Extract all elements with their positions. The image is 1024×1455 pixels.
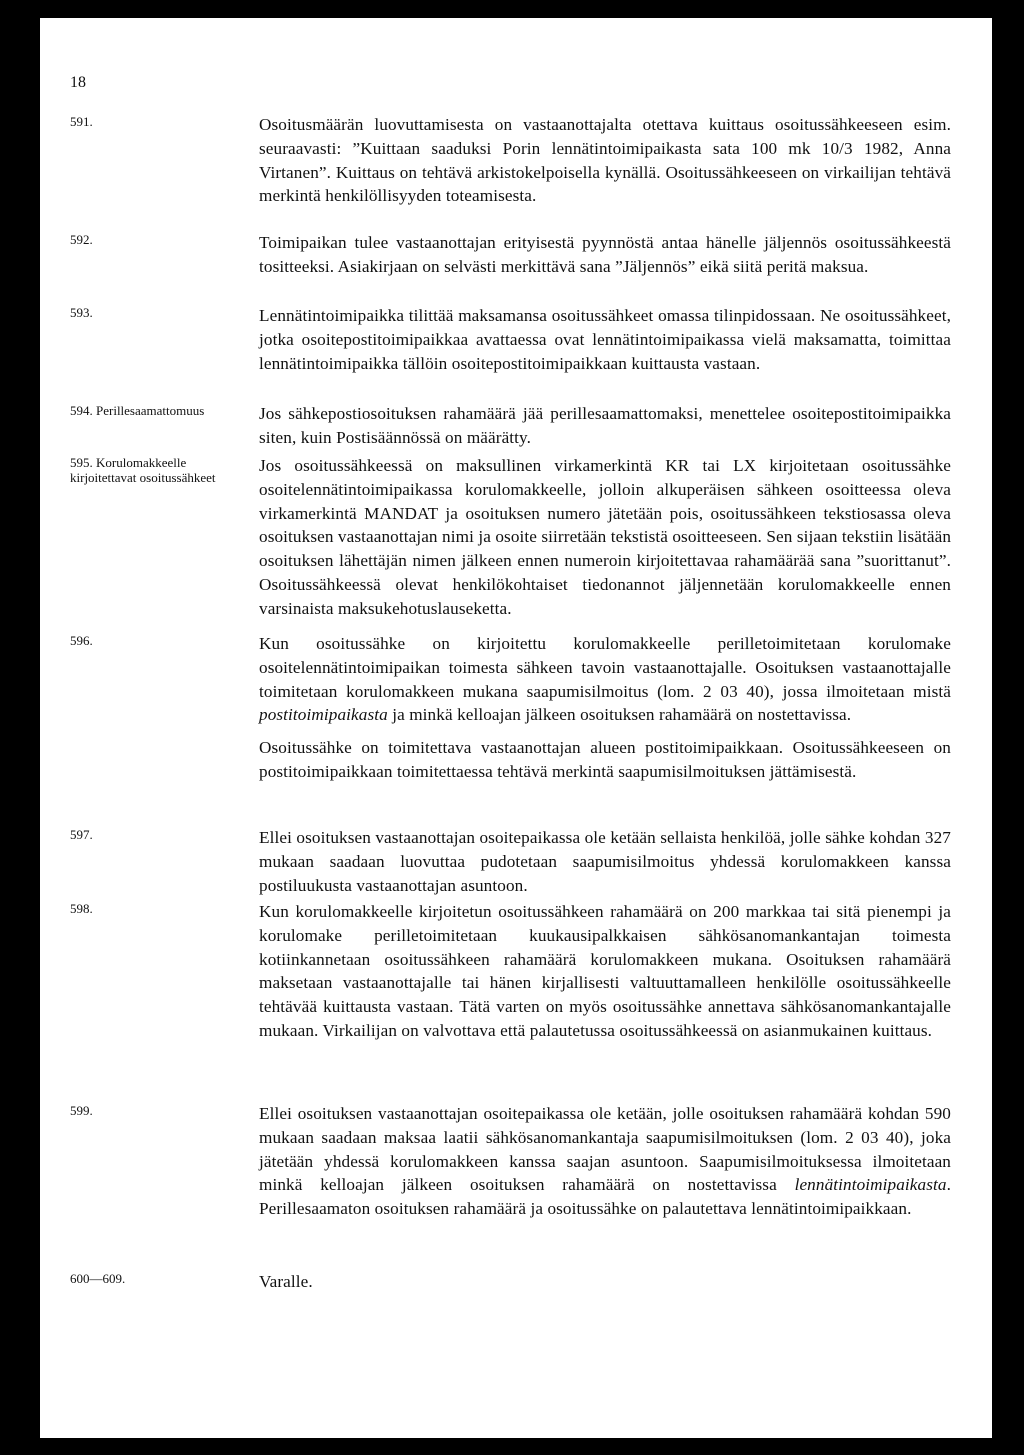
section-text <box>259 454 951 621</box>
paragraph <box>259 1102 951 1221</box>
paragraph: Osoitussähke on toimitettava vastaanottajan alueen postitoimipaikkaan. Osoitussähkeeseen on postitoimipaikkaan toimitettaessa tehtävä merkintä saapumisilmoituksen jättämisestä. <box>259 738 951 781</box>
paragraph <box>259 632 951 727</box>
section-text <box>259 231 951 279</box>
section-number: 594. <box>70 403 93 418</box>
side-heading: Perillesaamattomuus <box>96 403 205 418</box>
paragraph-part: ja minkä kelloajan jälkeen osoituksen rahamäärä on nostettavissa. <box>387 705 852 725</box>
paragraph-part: Ellei osoituksen vastaanottajan osoitepaikassa ole ketään, jolle osoituksen rahamäärä kohdan 590 mukaan saadaan maksaa laatii sähkösanomankantaja saapumisilmoituksen (lom. 2 03 40), joka jätetään yhdessä korulomakkeen kanssa saajan asuntoon. Saapumisilmoituksessa ilmoitetaan minkä kelloajan jälkeen osoituksen rahamäärä on nostettavissa <box>259 1104 951 1195</box>
section-number: 596. <box>70 633 93 648</box>
section-number: 595. <box>70 455 93 470</box>
section-text <box>259 1270 951 1294</box>
section-number: 597. <box>70 827 93 842</box>
page-number: 18 <box>70 74 86 91</box>
paragraph: Jos osoitussähkeessä on maksullinen virkamerkintä KR tai LX kirjoitetaan osoitussähke osoitelennätintoimipaikassa korulomakkeelle, jolloin alkuperäisen sähkeen osoitteessa oleva virkamerkintä MANDAT ja osoituksen numero jätetään pois, osoitussähkeen tekstiosassa oleva osoituksen vastaanottajan nimi ja osoite siirretään tekstistä osoitteeseen. Sen sijaan tekstiin lisätään osoituksen lähettäjän nimen jälkeen ennen numeroin kirjoitettavaa rahamäärää sana ”suorittanut”. Osoitussähkeessä olevat henkilökohtaiset tiedonannot jäljennetään korulomakkeelle ennen varsinaista maksukehotuslauseketta. <box>259 456 952 618</box>
paragraph-part: . Perillesaamaton osoituksen rahamäärä ja osoitussähke on palautettava lennätintoimipaikkaan. <box>259 1175 951 1219</box>
section-number: 591. <box>70 114 93 129</box>
section-text <box>259 900 951 1043</box>
section-text <box>259 304 951 375</box>
section-text <box>259 1102 951 1221</box>
section-number: 600—609. <box>70 1271 126 1286</box>
paragraph: Varalle. <box>259 1272 313 1291</box>
italic-term: postitoimipaikasta <box>259 705 388 725</box>
section-text <box>259 113 951 208</box>
italic-term: lennätintoimipaikasta <box>794 1175 947 1195</box>
paragraph: Osoitusmäärän luovuttamisesta on vastaanottajalta otettava kuittaus osoitussähkeeseen esim. seuraavasti: ”Kuittaan saaduksi Porin lennätintoimipaikasta sata 100 mk 10/3 1982, Anna Virtanen”. Kuittaus on tehtävä arkistokelpoisella kynällä. Osoitussähkeeseen on virkailijan tehtävä merkintä henkilöllisyyden toteamisesta. <box>259 115 951 206</box>
side-heading: Korulomakkeelle kirjoitettavat osoitussähkeet <box>70 455 216 485</box>
section-number: 598. <box>70 901 93 916</box>
section-number: 593. <box>70 305 93 320</box>
paragraph: Kun korulomakkeelle kirjoitetun osoitussähkeen rahamäärä on 200 markkaa tai sitä pienempi ja korulomake perilletoimitetaan kuukausipalkkaisen sähkösanomankantajan toimesta kotiinkannetaan osoitussähkeen rahamäärä korulomakkeen mukana. Osoituksen rahamäärä maksetaan vastaanottajalle tai hänen kirjallisesti valtuuttamalleen henkilölle osoitussähkeelle tehtävää kuittausta vastaan. Tätä varten on myös osoitussähke annettava sähkösanomankantajalle mukaan. Virkailijan on valvottava että palautetussa osoitussähkeessä on asianmukainen kuittaus. <box>259 902 951 1040</box>
section-text <box>259 402 951 450</box>
paragraph: Ellei osoituksen vastaanottajan osoitepaikassa ole ketään sellaista henkilöä, jolle sähke kohdan 327 mukaan saadaan luovuttaa pudotetaan saapumisilmoitus yhdessä korulomakkeen kanssa postiluukusta vastaanottajan asuntoon. <box>259 828 951 895</box>
paragraph: Lennätintoimipaikka tilittää maksamansa osoitussähkeet omassa tilinpidossaan. Ne osoitussähkeet, jotka osoitepostitoimipaikkaa avattaessa ovat lennätintoimipaikassa vielä maksamatta, toimittaa lennätintoimipaikka tällöin osoitepostitoimipaikkaan kuittausta vastaan. <box>259 306 951 373</box>
section-number: 599. <box>70 1103 93 1118</box>
section-text <box>259 826 951 897</box>
document-page <box>40 18 992 1438</box>
section-text <box>259 632 951 784</box>
paragraph: Toimipaikan tulee vastaanottajan erityisestä pyynnöstä antaa hänelle jäljennös osoitussähkeestä tositteeksi. Asiakirjaan on selvästi merkittävä sana ”Jäljennös” eikä siitä peritä maksua. <box>259 233 951 276</box>
section-number: 592. <box>70 232 93 247</box>
paragraph-part: Kun osoitussähke on kirjoitettu korulomakkeelle perilletoimitetaan korulomake osoitelennätintoimipaikan toimesta sähkeen tavoin vastaanottajalle. Osoituksen vastaanottajalle toimitetaan korulomakkeen mukana saapumisilmoitus (lom. 2 03 40), jossa ilmoitetaan mistä <box>259 634 951 701</box>
paragraph: Jos sähkepostiosoituksen rahamäärä jää perillesaamattomaksi, menettelee osoitepostitoimipaikka siten, kuin Postisäännössä on määrätty. <box>259 404 951 447</box>
